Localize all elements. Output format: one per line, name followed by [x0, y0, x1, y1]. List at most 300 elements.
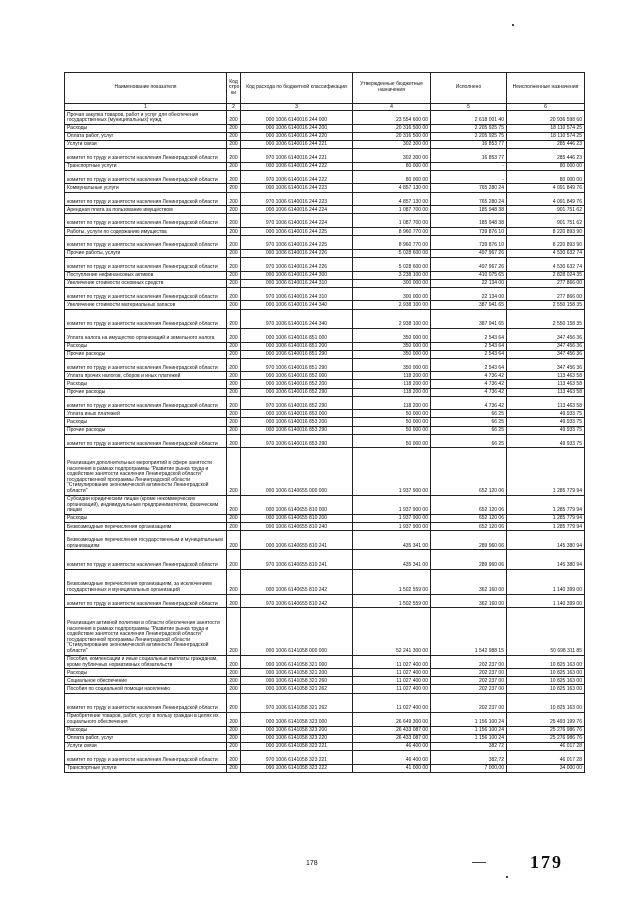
- table-row: [65, 124, 585, 132]
- table-row: [65, 448, 585, 495]
- row-budget-code: 970 1006 6140016 244 224: [241, 214, 353, 228]
- row-unexecuted: 277 866 00: [507, 279, 585, 287]
- row-budget-code: 000 1006 6141058 321 260: [241, 677, 353, 685]
- row-name: комитет по труду и занятости населения Ленинградской области: [65, 750, 227, 764]
- row-unexecuted: 49 933 75: [507, 410, 585, 418]
- row-code: 200: [227, 140, 241, 148]
- row-code: 200: [227, 132, 241, 140]
- table-row: [65, 426, 585, 434]
- row-executed: 185 948 38: [431, 206, 507, 214]
- row-budget-code: 970 1006 6140016 853 290: [241, 434, 353, 448]
- table-row: [65, 140, 585, 148]
- header-row: [65, 73, 585, 104]
- table-row: [65, 685, 585, 693]
- row-code: 200: [227, 685, 241, 693]
- row-name: Транспортные услуги: [65, 764, 227, 772]
- row-unexecuted: 113 463 58: [507, 380, 585, 388]
- row-approved: 1 502 559 00: [353, 569, 431, 594]
- row-code: 200: [227, 184, 241, 192]
- row-unexecuted: 4 530 632 74: [507, 257, 585, 271]
- row-name: Прочие расходы: [65, 350, 227, 358]
- row-approved: 1 502 559 00: [353, 594, 431, 608]
- row-name: комитет по труду и занятости населения Ленинградской области: [65, 434, 227, 448]
- row-budget-code: 970 1006 6141058 321 262: [241, 693, 353, 712]
- row-approved: 5 028 600 00: [353, 249, 431, 257]
- row-name: комитет по труду и занятости населения Ленинградской области: [65, 148, 227, 162]
- table-row: [65, 434, 585, 448]
- row-executed: 382 72: [431, 742, 507, 750]
- row-budget-code: 970 1006 6140016 244 226: [241, 257, 353, 271]
- table-row: [65, 249, 585, 257]
- table-row: [65, 328, 585, 342]
- row-code: 200: [227, 111, 241, 125]
- row-unexecuted: 34 000 00: [507, 764, 585, 772]
- row-executed: 2 543 64: [431, 358, 507, 372]
- row-approved: 2 938 100 00: [353, 301, 431, 309]
- row-code: 200: [227, 257, 241, 271]
- table-row: [65, 531, 585, 550]
- table-row: [65, 742, 585, 750]
- row-budget-code: 000 1006 6140655 810 200: [241, 514, 353, 522]
- row-code: 200: [227, 523, 241, 531]
- row-approved: 20 316 500 00: [353, 124, 431, 132]
- row-unexecuted: 20 936 598 60: [507, 111, 585, 125]
- row-code: 200: [227, 124, 241, 132]
- table-row: [65, 712, 585, 726]
- row-name: Безвозмездные перечисления организациям: [65, 523, 227, 531]
- row-name: комитет по труду и занятости населения Ленинградской области: [65, 309, 227, 328]
- row-approved: 435 341 00: [353, 531, 431, 550]
- row-code: 200: [227, 742, 241, 750]
- header-executed: Исполнено: [431, 73, 507, 104]
- row-name: Коммунальные услуги: [65, 184, 227, 192]
- row-code: 200: [227, 162, 241, 170]
- row-approved: 1 937 900 00: [353, 514, 431, 522]
- row-approved: 4 857 130 00: [353, 184, 431, 192]
- row-unexecuted: 2 550 158 35: [507, 309, 585, 328]
- row-executed: 2 205 925 75: [431, 124, 507, 132]
- row-name: комитет по труду и занятости населения Ленинградской области: [65, 257, 227, 271]
- row-executed: 1 156 100 24: [431, 712, 507, 726]
- row-code: 200: [227, 148, 241, 162]
- row-name: Уплата прочих налогов, сборов и иных платежей: [65, 372, 227, 380]
- row-name: Прочие расходы: [65, 388, 227, 396]
- table-row: [65, 279, 585, 287]
- row-code: 200: [227, 750, 241, 764]
- row-name: комитет по труду и занятости населения Ленинградской области: [65, 358, 227, 372]
- row-name: Уплата иных платежей: [65, 410, 227, 418]
- row-approved: 300 000 00: [353, 279, 431, 287]
- row-unexecuted: 347 456 36: [507, 342, 585, 350]
- table-row: [65, 396, 585, 410]
- table-row: [65, 655, 585, 669]
- row-unexecuted: 18 110 574 25: [507, 124, 585, 132]
- table-row: [65, 514, 585, 522]
- row-name: комитет по труду и занятости населения Ленинградской области: [65, 287, 227, 301]
- row-budget-code: 000 1006 6141058 323 222: [241, 764, 353, 772]
- row-code: 200: [227, 287, 241, 301]
- row-code: 200: [227, 249, 241, 257]
- row-executed: 66 25: [431, 410, 507, 418]
- row-code: 200: [227, 726, 241, 734]
- row-code: 200: [227, 236, 241, 250]
- row-code: 200: [227, 734, 241, 742]
- row-unexecuted: 347 456 36: [507, 350, 585, 358]
- row-name: комитет по труду и занятости населения Ленинградской области: [65, 594, 227, 608]
- table-row: [65, 184, 585, 192]
- row-name: комитет по труду и занятости населения Ленинградской области: [65, 214, 227, 228]
- row-approved: 8 960 770 00: [353, 228, 431, 236]
- row-executed: 765 280 24: [431, 192, 507, 206]
- row-executed: 66 25: [431, 426, 507, 434]
- row-unexecuted: 1 285 779 94: [507, 495, 585, 514]
- row-name: Транспортные услуги: [65, 162, 227, 170]
- row-code: 200: [227, 301, 241, 309]
- row-unexecuted: 901 751 62: [507, 214, 585, 228]
- row-name: Расходы: [65, 726, 227, 734]
- row-executed: -: [431, 170, 507, 184]
- row-name: Арендная плата за пользование имуществом: [65, 206, 227, 214]
- row-budget-code: 970 1006 6140016 244 223: [241, 192, 353, 206]
- row-code: 200: [227, 669, 241, 677]
- row-name: Услуги связи: [65, 742, 227, 750]
- column-number: 5: [431, 104, 507, 111]
- table-row: [65, 309, 585, 328]
- row-executed: 66 25: [431, 418, 507, 426]
- table-row: [65, 148, 585, 162]
- row-code: 200: [227, 170, 241, 184]
- row-unexecuted: 8 220 893 90: [507, 228, 585, 236]
- row-approved: 50 000 00: [353, 418, 431, 426]
- row-approved: 118 200 00: [353, 396, 431, 410]
- row-executed: 652 120 06: [431, 514, 507, 522]
- row-name: Уплата налога на имущество организаций и земельного налога: [65, 328, 227, 342]
- row-executed: 185 948 38: [431, 214, 507, 228]
- row-name: Приобретение товаров, работ, услуг в пользу граждан в целях их социального обеспечения: [65, 712, 227, 726]
- row-approved: 11 027 400 00: [353, 655, 431, 669]
- row-code: 200: [227, 328, 241, 342]
- row-name: Увеличение стоимости основных средств: [65, 279, 227, 287]
- row-budget-code: 970 1006 6140016 851 290: [241, 358, 353, 372]
- column-number: 2: [227, 104, 241, 111]
- row-budget-code: 000 1006 6140016 851 290: [241, 350, 353, 358]
- row-budget-code: 000 1006 6140655 810 240: [241, 523, 353, 531]
- row-approved: 26 433 087 00: [353, 726, 431, 734]
- row-approved: 80 000 00: [353, 162, 431, 170]
- row-budget-code: 000 1006 6140016 244 220: [241, 132, 353, 140]
- row-approved: 11 027 400 00: [353, 685, 431, 693]
- row-code: 200: [227, 764, 241, 772]
- row-approved: 50 000 00: [353, 410, 431, 418]
- row-unexecuted: 2 828 024 35: [507, 271, 585, 279]
- row-unexecuted: 80 000 00: [507, 162, 585, 170]
- row-unexecuted: 1 140 399 00: [507, 594, 585, 608]
- row-budget-code: 970 1006 6140016 852 290: [241, 396, 353, 410]
- row-unexecuted: 25 276 986 76: [507, 734, 585, 742]
- row-unexecuted: 113 463 58: [507, 396, 585, 410]
- row-code: 200: [227, 712, 241, 726]
- row-name: Услуги связи: [65, 140, 227, 148]
- row-approved: 80 000 00: [353, 170, 431, 184]
- table-row: [65, 764, 585, 772]
- row-approved: 350 000 00: [353, 328, 431, 342]
- row-name: Безвозмездные перечисления государственным и муниципальным организациям: [65, 531, 227, 550]
- column-number: 6: [507, 104, 585, 111]
- row-code: 200: [227, 228, 241, 236]
- row-approved: 2 938 100 00: [353, 309, 431, 328]
- row-executed: 22 134 00: [431, 279, 507, 287]
- header-approved: Утвержденные бюджетные назначения: [353, 73, 431, 104]
- row-unexecuted: 50 698 311 85: [507, 608, 585, 655]
- row-executed: 289 960 06: [431, 550, 507, 569]
- row-approved: 46 400 00: [353, 750, 431, 764]
- row-unexecuted: 4 091 849 76: [507, 192, 585, 206]
- row-code: 200: [227, 342, 241, 350]
- row-unexecuted: 145 380 94: [507, 531, 585, 550]
- row-executed: 4 736 42: [431, 396, 507, 410]
- row-code: 200: [227, 677, 241, 685]
- row-executed: 362 160 00: [431, 594, 507, 608]
- row-budget-code: 000 1006 6140016 244 222: [241, 162, 353, 170]
- row-budget-code: 000 1006 6140016 851 200: [241, 342, 353, 350]
- row-approved: 350 000 00: [353, 350, 431, 358]
- row-name: Увеличение стоимости материальных запасов: [65, 301, 227, 309]
- row-unexecuted: 18 110 574 25: [507, 132, 585, 140]
- row-unexecuted: 1 285 779 94: [507, 448, 585, 495]
- table-row: [65, 111, 585, 125]
- table-row: [65, 236, 585, 250]
- row-unexecuted: 80 000 00: [507, 170, 585, 184]
- row-code: 200: [227, 388, 241, 396]
- row-unexecuted: 49 933 75: [507, 418, 585, 426]
- row-executed: 2 543 64: [431, 342, 507, 350]
- row-approved: 11 027 400 00: [353, 677, 431, 685]
- row-approved: 50 000 00: [353, 434, 431, 448]
- row-approved: 1 937 900 00: [353, 523, 431, 531]
- row-code: 200: [227, 380, 241, 388]
- row-executed: 2 618 001 40: [431, 111, 507, 125]
- row-budget-code: 000 1006 6141058 323 220: [241, 734, 353, 742]
- row-executed: 382,72: [431, 750, 507, 764]
- budget-execution-table: [64, 72, 585, 773]
- row-budget-code: 000 1006 6140016 852 290: [241, 388, 353, 396]
- table-row: [65, 358, 585, 372]
- row-unexecuted: 1 285 779 94: [507, 514, 585, 522]
- row-executed: 4 736 42: [431, 388, 507, 396]
- table-row: [65, 750, 585, 764]
- row-budget-code: 000 1006 6141058 321 200: [241, 669, 353, 677]
- row-name: Оплата работ, услуг: [65, 734, 227, 742]
- row-budget-code: 000 1006 6141058 321 000: [241, 655, 353, 669]
- row-executed: 652 120 06: [431, 448, 507, 495]
- row-name: Расходы: [65, 669, 227, 677]
- table-row: [65, 192, 585, 206]
- row-approved: 23 554 600 00: [353, 111, 431, 125]
- table-row: [65, 380, 585, 388]
- row-code: 200: [227, 372, 241, 380]
- row-executed: 497 967 26: [431, 257, 507, 271]
- row-approved: 4 857 130 00: [353, 192, 431, 206]
- row-budget-code: 000 1006 6140016 244 226: [241, 249, 353, 257]
- table-row: [65, 734, 585, 742]
- row-approved: 52 241 300 00: [353, 608, 431, 655]
- row-budget-code: 000 1006 6140655 810 241: [241, 531, 353, 550]
- row-budget-code: 000 1006 6140016 853 290: [241, 426, 353, 434]
- row-code: 200: [227, 410, 241, 418]
- row-unexecuted: 2 550 158 35: [507, 301, 585, 309]
- row-budget-code: 000 1006 6140655 810 000: [241, 495, 353, 514]
- row-executed: 7 000,00: [431, 764, 507, 772]
- row-name: комитет по труду и занятости населения Ленинградской области: [65, 170, 227, 184]
- row-executed: 362 160 00: [431, 569, 507, 594]
- row-name: Пособия по социальной помощи населению: [65, 685, 227, 693]
- row-name: Прочие расходы: [65, 426, 227, 434]
- row-budget-code: 000 1006 6140016 244 300: [241, 271, 353, 279]
- row-budget-code: 000 1006 6140016 244 221: [241, 140, 353, 148]
- row-code: 200: [227, 214, 241, 228]
- row-budget-code: 000 1006 6141058 000 000: [241, 608, 353, 655]
- row-budget-code: 000 1006 6140655 810 242: [241, 569, 353, 594]
- table-row: [65, 132, 585, 140]
- row-approved: 50 000 00: [353, 426, 431, 434]
- row-approved: 26 433 087 00: [353, 734, 431, 742]
- row-approved: 350 000 00: [353, 358, 431, 372]
- row-name: Прочая закупка товаров, работ и услуг для обеспечения государственных (муниципальных) нужд: [65, 111, 227, 125]
- report-sheet: [64, 72, 584, 773]
- row-unexecuted: 277 866 00: [507, 287, 585, 301]
- row-code: 200: [227, 594, 241, 608]
- row-unexecuted: 1 140 399 00: [507, 569, 585, 594]
- row-executed: 765 280 24: [431, 184, 507, 192]
- row-unexecuted: 347 456 36: [507, 358, 585, 372]
- table-body: [65, 111, 585, 773]
- row-name: Реализация активной политики в области обеспечения занятости населения в рамках подпрограммы "Развитие рынка труда и содействие занятости населения Ленинградской области" государственной программы Ленинградской области "Стимулирование экономической активности Ленинградской области": [65, 608, 227, 655]
- row-code: 200: [227, 514, 241, 522]
- scan-speck: [506, 876, 508, 878]
- row-approved: 11 027 400 00: [353, 693, 431, 712]
- row-name: Безвозмездные перечисления организациям, за исключением государственных и муниципальных организаций: [65, 569, 227, 594]
- table-row: [65, 287, 585, 301]
- row-executed: 22 134 00: [431, 287, 507, 301]
- table-row: [65, 388, 585, 396]
- row-budget-code: 000 1006 6140016 244 200: [241, 124, 353, 132]
- row-code: 200: [227, 569, 241, 594]
- row-budget-code: 000 1006 6141058 323 000: [241, 712, 353, 726]
- row-approved: 46 400 00: [353, 742, 431, 750]
- row-approved: 1 087 700 00: [353, 214, 431, 228]
- row-unexecuted: 113 463 58: [507, 388, 585, 396]
- row-budget-code: 000 1006 6141058 323 200: [241, 726, 353, 734]
- row-name: Субсидии юридическим лицам (кроме некоммерческих организаций), индивидуальным предпринимателям, физическим лицам: [65, 495, 227, 514]
- row-executed: 16 853 77: [431, 148, 507, 162]
- row-executed: 739 876 10: [431, 228, 507, 236]
- table-row: [65, 693, 585, 712]
- row-budget-code: 000 1006 6140016 244 340: [241, 301, 353, 309]
- row-name: Расходы: [65, 418, 227, 426]
- table-row: [65, 523, 585, 531]
- row-executed: 387 941 65: [431, 301, 507, 309]
- row-unexecuted: 10 825 163 00: [507, 685, 585, 693]
- row-executed: 497 967 26: [431, 249, 507, 257]
- table-row: [65, 228, 585, 236]
- row-code: 200: [227, 279, 241, 287]
- row-code: 200: [227, 550, 241, 569]
- table-row: [65, 342, 585, 350]
- row-unexecuted: 10 825 163 00: [507, 693, 585, 712]
- row-budget-code: 000 1006 6140016 852 000: [241, 372, 353, 380]
- row-executed: 652 120 06: [431, 495, 507, 514]
- row-unexecuted: 49 933 75: [507, 434, 585, 448]
- row-name: Прочие работы, услуги: [65, 249, 227, 257]
- row-name: Работы, услуги по содержанию имущества: [65, 228, 227, 236]
- column-number: 1: [65, 104, 227, 111]
- row-code: 200: [227, 434, 241, 448]
- row-unexecuted: 285 446 23: [507, 140, 585, 148]
- row-executed: 4 736 42: [431, 380, 507, 388]
- table-row: [65, 206, 585, 214]
- row-code: 200: [227, 418, 241, 426]
- row-approved: 118 200 00: [353, 388, 431, 396]
- table-row: [65, 170, 585, 184]
- row-budget-code: 000 1006 6140016 244 310: [241, 279, 353, 287]
- row-approved: 8 960 770 00: [353, 236, 431, 250]
- column-number-row: [65, 104, 585, 111]
- row-name: Поступление нефинансовых активов: [65, 271, 227, 279]
- row-executed: 4 736 42: [431, 372, 507, 380]
- row-code: 200: [227, 271, 241, 279]
- row-approved: 1 937 900 00: [353, 448, 431, 495]
- row-unexecuted: 901 751 62: [507, 206, 585, 214]
- row-budget-code: 000 1006 6141058 323 221: [241, 742, 353, 750]
- header-unexecuted: Неисполненные назначения: [507, 73, 585, 104]
- row-executed: 202 237 00: [431, 669, 507, 677]
- row-executed: 202 237 00: [431, 655, 507, 669]
- row-budget-code: 000 1006 6140016 851 000: [241, 328, 353, 342]
- row-budget-code: 970 1006 6140655 810 241: [241, 550, 353, 569]
- row-executed: 202 237 00: [431, 685, 507, 693]
- row-approved: 3 238 100 00: [353, 271, 431, 279]
- row-name: комитет по труду и занятости населения Ленинградской области: [65, 192, 227, 206]
- row-name: комитет по труду и занятости населения Ленинградской области: [65, 396, 227, 410]
- row-approved: 302 300 00: [353, 140, 431, 148]
- row-code: 200: [227, 608, 241, 655]
- row-name: Социальное обеспечение: [65, 677, 227, 685]
- row-approved: 1 937 900 00: [353, 495, 431, 514]
- row-approved: 118 200 00: [353, 380, 431, 388]
- row-unexecuted: 25 276 986 76: [507, 726, 585, 734]
- header-indicator-name: Наименование показателя: [65, 73, 227, 104]
- table-row: [65, 669, 585, 677]
- column-number: 4: [353, 104, 431, 111]
- row-executed: 1 542 988 15: [431, 608, 507, 655]
- row-approved: 300 000 00: [353, 287, 431, 301]
- row-executed: 652 120 06: [431, 523, 507, 531]
- table-row: [65, 162, 585, 170]
- row-executed: 387 941 65: [431, 309, 507, 328]
- row-name: комитет по труду и занятости населения Ленинградской области: [65, 236, 227, 250]
- row-approved: 302 300 00: [353, 148, 431, 162]
- row-code: 200: [227, 693, 241, 712]
- row-approved: 1 087 700 00: [353, 206, 431, 214]
- row-code: 200: [227, 350, 241, 358]
- row-name: Расходы: [65, 514, 227, 522]
- row-code: 200: [227, 495, 241, 514]
- table-row: [65, 550, 585, 569]
- row-unexecuted: 46 017 28: [507, 742, 585, 750]
- row-budget-code: 970 1006 6140016 244 222: [241, 170, 353, 184]
- row-executed: 2 205 925 75: [431, 132, 507, 140]
- row-unexecuted: 347 456 36: [507, 328, 585, 342]
